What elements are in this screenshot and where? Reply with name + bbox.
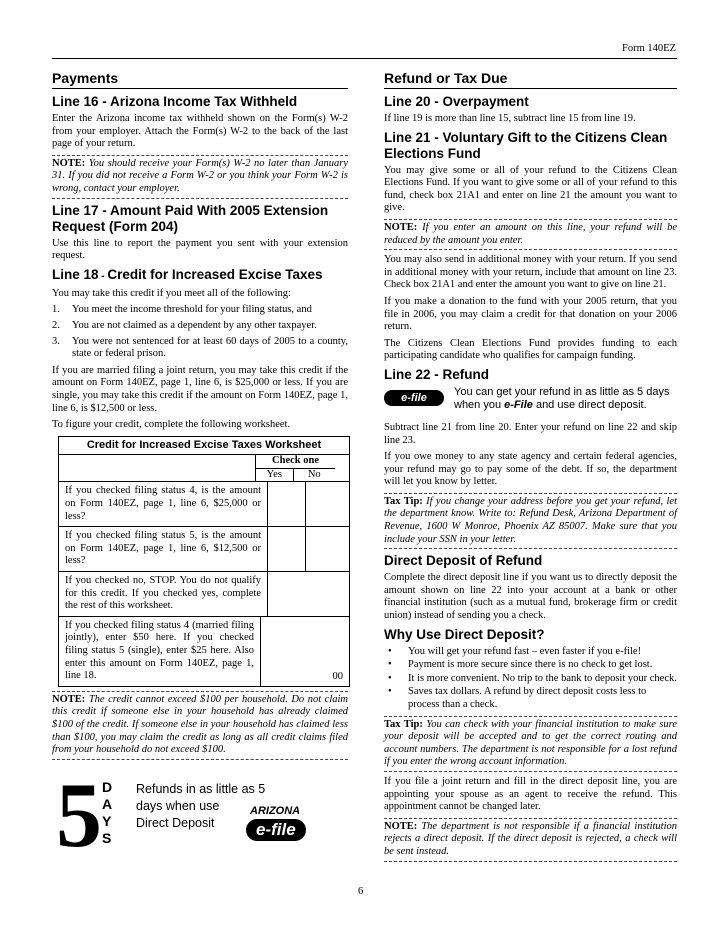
list-item: • You will get your refund fast – even faster if you e-file! bbox=[388, 645, 642, 657]
big-five: 5 bbox=[56, 764, 102, 866]
worksheet-row bbox=[59, 571, 349, 616]
worksheet-row bbox=[59, 616, 349, 686]
no-header: No bbox=[293, 469, 335, 482]
efile-text: You can get your refund in as little as 5 days when you e-File and use direct deposit. bbox=[454, 385, 670, 411]
line17-text: Use this line to report the payment you sent with your extension request. bbox=[52, 237, 348, 262]
right-column bbox=[384, 70, 677, 866]
logo-state-text: ARIZONA bbox=[250, 805, 301, 817]
note-text: You should receive your Form(s) W-2 no later than January 31. If you did not receive a Form W-2 or you think your Form W-2 is wrong, contact your employer. bbox=[52, 157, 348, 194]
line21-text: You may give some or all of your refund to the Citizens Clean Elections Fund. If you want to give some or all of your refund to this fund, check box 21A1 and enter on line 21 the amount you want to give. bbox=[384, 164, 677, 214]
why-direct-deposit-title: Why Use Direct Deposit? bbox=[384, 626, 545, 642]
direct-deposit-ad bbox=[56, 764, 346, 866]
worksheet-row bbox=[59, 526, 349, 571]
worksheet-row bbox=[59, 481, 349, 526]
line18-note bbox=[52, 691, 348, 760]
yes-checkbox[interactable] bbox=[267, 482, 305, 526]
list-item: • Payment is more secure since there is no check to get lost. bbox=[388, 659, 653, 671]
check-one-label: Check one bbox=[256, 455, 335, 469]
arizona-efile-logo bbox=[230, 805, 334, 845]
note-label: NOTE: bbox=[384, 820, 418, 832]
worksheet-question: If you checked filing status 4, is the amount on Form 140EZ, page 1, line 6, $25,000 or less? bbox=[65, 485, 261, 522]
note-text: The credit cannot exceed $100 per household. Do not claim this credit if someone else in your household has already claimed $100 of the credit. If someone else in your household has claimed less than $100, you may claim the credit as long as all credit claims filed from your household do not exceed $100. bbox=[52, 693, 348, 756]
refund-section-title: Refund or Tax Due bbox=[384, 70, 677, 89]
line17-title: Line 17 - Amount Paid With 2005 Extension Request (Form 204) bbox=[52, 202, 329, 234]
note-text: If you enter an amount on this line, your refund will be reduced by the amount you enter. bbox=[384, 221, 677, 246]
yes-checkbox[interactable] bbox=[267, 527, 305, 571]
line22-paragraph: If you owe money to any state agency and certain federal agencies, your refund may go to pay some of the debt. If so, the department will let you know by letter. bbox=[384, 451, 677, 488]
list-item: • Saves tax dollars. A refund by direct deposit costs less to process than a check. bbox=[388, 686, 647, 710]
no-checkbox[interactable] bbox=[305, 482, 348, 526]
line16-note bbox=[52, 155, 348, 199]
why-direct-deposit-list bbox=[384, 646, 677, 712]
line16-title: Line 16 - Arizona Income Tax Withheld bbox=[52, 94, 298, 109]
note-label: NOTE: bbox=[384, 221, 418, 233]
tax-tip-label: Tax Tip: bbox=[384, 718, 423, 730]
direct-deposit-title: Direct Deposit of Refund bbox=[384, 553, 543, 569]
ad-text: Refunds in as little as 5 days when use Direct Deposit bbox=[136, 782, 266, 830]
worksheet-question: If you checked filing status 4 (married filing jointly), enter $50 here. If you checked filing status 5 (single), enter $25 here. Also enter this amount on Form 140EZ, page 1, line 18. bbox=[65, 619, 255, 682]
days-letters: D A Y S bbox=[102, 779, 113, 846]
line18-intro: You may take this credit if you meet all of the following: bbox=[52, 287, 291, 299]
worksheet-title: Credit for Increased Excise Taxes Worksheet bbox=[86, 438, 322, 451]
header-rule bbox=[52, 58, 677, 59]
tax-tip-address bbox=[384, 493, 677, 549]
line18-figure-text: To figure your credit, complete the following worksheet. bbox=[52, 419, 291, 431]
line21-note bbox=[384, 219, 677, 250]
line20-text: If line 19 is more than line 15, subtract line 15 from line 19. bbox=[384, 113, 636, 124]
line18-title-rest: Credit for Increased Excise Taxes bbox=[107, 266, 323, 282]
amount-cents: 00 bbox=[332, 671, 343, 683]
line18-title bbox=[52, 267, 348, 285]
worksheet-header-row bbox=[59, 454, 349, 481]
line22-title: Line 22 - Refund bbox=[384, 366, 490, 382]
final-note bbox=[384, 818, 677, 862]
payments-section-title: Payments bbox=[52, 70, 348, 89]
list-item: 3. You were not sentenced for at least 60 days of 2005 to a county, state or federal prison. bbox=[52, 335, 348, 360]
logo-efile-text: e-file bbox=[246, 819, 306, 841]
tax-tip-routing bbox=[384, 716, 677, 772]
joint-return-text: If you file a joint return and fill in the direct deposit line, you are appointing your spouse as an agent to receive the refund. This appointment cannot be changed later. bbox=[384, 775, 677, 813]
credit-amount-field[interactable] bbox=[260, 617, 349, 686]
yes-header: Yes bbox=[266, 468, 282, 480]
line21-paragraph: You may also send in additional money with your return. If you send in additional money with your return, include that amount on line 23. Check box 21A1 and enter the amount you want to give on line 21. bbox=[384, 254, 677, 291]
line20-title: Line 20 - Overpayment bbox=[384, 94, 529, 109]
efile-badge: e-file bbox=[384, 390, 444, 406]
line21-paragraph: If you make a donation to the fund with your 2005 return, that you file in 2006, you may claim a credit for that donation on your 2006 return. bbox=[384, 295, 677, 333]
worksheet-stop-text: If you checked no, STOP. You do not qualify for this credit. If you checked yes, complete the rest of this worksheet. bbox=[65, 575, 261, 612]
efile-callout bbox=[384, 386, 677, 418]
excise-worksheet bbox=[58, 436, 350, 687]
line16-text: Enter the Arizona income tax withheld shown on the Form(s) W-2 from your employer. Attach the Form(s) W-2 to the back of the last page of your return. bbox=[52, 113, 348, 150]
direct-deposit-text: Complete the direct deposit line if you want us to directly deposit the amount shown on line 22 into your account at a bank or other financial institution (such as a mutual fund, brokerage firm or credit union) instead of sending you a check. bbox=[384, 572, 677, 622]
tax-tip-text: You can check with your financial institution to make sure your deposit will be accepted and to get the correct routing and account numbers. The department is not responsible for a lost refund if you enter the wrong account information. bbox=[384, 718, 678, 768]
tax-tip-label: Tax Tip: bbox=[384, 495, 423, 507]
line18-requirements bbox=[52, 304, 348, 360]
note-text: The department is not responsible if a financial institution rejects a direct deposit. If the direct deposit is rejected, a check will be sent instead. bbox=[384, 820, 677, 857]
list-item: 2. You are not claimed as a dependent by any other taxpayer. bbox=[52, 319, 317, 331]
no-checkbox[interactable] bbox=[305, 527, 348, 571]
line18-title-prefix: Line 18 bbox=[52, 266, 99, 282]
worksheet-question: If you checked filing status 5, is the amount on Form 140EZ, page 1, line 6, $12,500 or less? bbox=[65, 530, 261, 567]
line21-paragraph: The Citizens Clean Elections Fund provides funding to each participating candidate who qualifies for campaign funding. bbox=[384, 337, 677, 362]
note-label: NOTE: bbox=[52, 157, 86, 169]
tax-tip-text: If you change your address before you get your refund, let the department know. Write to: Refund Desk, Arizona Department of Revenue, 1600 W Monroe, Phoenix AZ 85007. Make sure that you include your SSN in your letter. bbox=[384, 495, 678, 545]
left-column bbox=[52, 70, 348, 764]
line18-paragraph: If you are married filing a joint return, you may take this credit if the amount on Form 140EZ, page 1, line 6, is $25,000 or less. If you are single, you may take this credit if the amount on Form 140EZ, page 1, line 6, is $12,500 or less. bbox=[52, 364, 348, 414]
list-item: 1. You meet the income threshold for your filing status, and bbox=[52, 304, 312, 316]
note-label: NOTE: bbox=[52, 693, 86, 705]
line18-title-dash: - bbox=[98, 270, 108, 282]
page-number: 6 bbox=[358, 886, 364, 897]
form-id: Form 140EZ bbox=[622, 43, 676, 54]
list-item: • It is more convenient. No trip to the bank to deposit your check. bbox=[388, 672, 677, 684]
line22-paragraph: Subtract line 21 from line 20. Enter your refund on line 22 and skip line 23. bbox=[384, 421, 677, 446]
line21-title: Line 21 - Voluntary Gift to the Citizens Clean Elections Fund bbox=[384, 129, 668, 161]
